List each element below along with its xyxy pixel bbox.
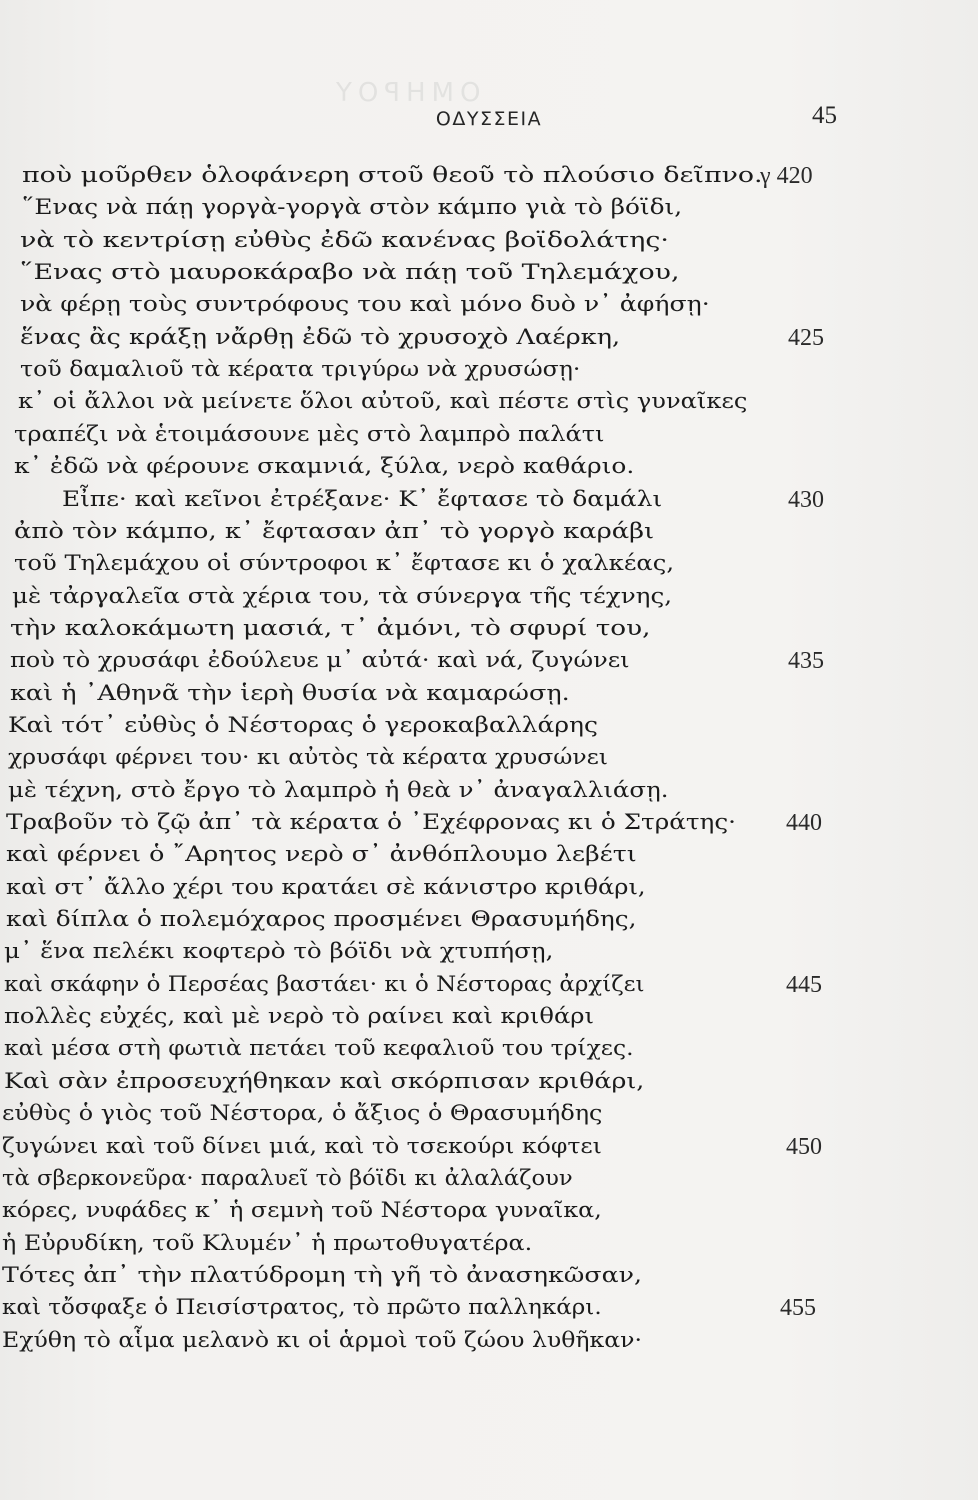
- verse-line: τοῦ Τηλεμάχου οἱ σύντροφοι κ᾽ ἔφτασε κι ὁ χαλκέας,: [14, 551, 675, 576]
- verse-line: καὶ μέσα στὴ φωτιὰ πετάει τοῦ κεφαλιοῦ του τρίχες.: [4, 1036, 634, 1061]
- running-title: ΟΔΥΣΣΕΙΑ: [435, 108, 543, 130]
- verse-line-number: γ 420: [760, 163, 813, 189]
- verse-line: καὶ σκάφην ὁ Περσέας βαστάει· κι ὁ Νέστορας ἀρχίζει: [4, 972, 645, 997]
- verse-line: νὰ φέρῃ τοὺς συντρόφους του καὶ μόνο δυὸ ν᾽ ἀφήσῃ·: [20, 292, 710, 317]
- verse-line: μ᾽ ἕνα πελέκι κοφτερὸ τὸ βόϊδι νὰ χτυπήσῃ,: [4, 939, 554, 964]
- verse-line-number: 455: [780, 1295, 816, 1321]
- verse-line: ζυγώνει καὶ τοῦ δίνει μιά, καὶ τὸ τσεκούρι κόφτει: [2, 1134, 602, 1159]
- verse-line: Καὶ σὰν ἐπροσευχήθηκαν καὶ σκόρπισαν κριθάρι,: [4, 1069, 645, 1094]
- verse-line: χρυσάφι φέρνει του· κι αὐτὸς τὰ κέρατα χρυσώνει: [8, 745, 608, 770]
- verse-line: τοῦ δαμαλιοῦ τὰ κέρατα τριγύρω νὰ χρυσώσῃ·: [20, 357, 581, 382]
- verse-line-number: 435: [788, 648, 824, 674]
- verse-line: ῞Ενας νὰ πάῃ γοργὰ-γοργὰ στὸν κάμπο γιὰ τὸ βόϊδι,: [22, 195, 683, 220]
- verse-line-number: 440: [786, 810, 822, 836]
- verse-line: Εἶπε· καὶ κεῖνοι ἐτρέξανε· Κ᾽ ἔφτασε τὸ δαμάλι: [62, 487, 663, 512]
- verse-line: Τραβοῦν τὸ ζῷ ἀπ᾽ τὰ κέρατα ὁ ᾽Εχέφρονας κι ὁ Στράτης·: [6, 810, 737, 835]
- verse-line: εὐθὺς ὁ γιὸς τοῦ Νέστορα, ὁ ἄξιος ὁ Θρασυμήδης: [2, 1101, 603, 1126]
- verse-line: Τότες ἀπ᾽ τὴν πλατύδρομη τὴ γῆ τὸ ἀνασηκῶσαν,: [2, 1263, 643, 1288]
- verse-line: ἕνας ἂς κράξῃ νἄρθῃ ἐδῶ τὸ χρυσοχὸ Λαέρκη,: [20, 325, 621, 350]
- page-number: 45: [812, 102, 837, 129]
- show-through-text: ΟΜΗΡΟΥ: [330, 78, 481, 108]
- verse-line-number: 450: [786, 1134, 822, 1160]
- verse-line: καὶ στ᾽ ἄλλο χέρι του κρατάει σὲ κάνιστρο κριθάρι,: [6, 875, 646, 900]
- verse-line: νὰ τὸ κεντρίσῃ εὐθὺς ἐδῶ κανένας βοϊδολάτης·: [20, 228, 669, 253]
- verse-line: ῞Ενας στὸ μαυροκάραβο νὰ πάῃ τοῦ Τηλεμάχου,: [20, 260, 680, 285]
- verse-line: ἡ Εὐρυδίκη, τοῦ Κλυμέν᾽ ἡ πρωτοθυγατέρα.: [2, 1231, 533, 1256]
- verse-line: κ᾽ ἐδῶ νὰ φέρουνε σκαμνιά, ξύλα, νερὸ καθάριο.: [14, 454, 635, 479]
- verse-line: ἀπὸ τὸν κάμπο, κ᾽ ἔφτασαν ἀπ᾽ τὸ γοργὸ καράβι: [14, 519, 655, 544]
- verse-line: καὶ ἡ ᾽Αθηνᾶ τὴν ἱερὴ θυσία νὰ καμαρώσῃ.: [10, 681, 570, 706]
- verse-line: καὶ δίπλα ὁ πολεμόχαρος προσμένει Θρασυμήδης,: [6, 907, 637, 932]
- verse-line: κόρες, νυφάδες κ᾽ ἡ σεμνὴ τοῦ Νέστορα γυναῖκα,: [2, 1198, 602, 1223]
- verse-line: τὰ σβερκονεῦρα· παραλυεῖ τὸ βόϊδι κι ἀλαλάζουν: [2, 1166, 573, 1191]
- verse-line-number: 445: [786, 972, 822, 998]
- verse-line: καὶ τὄσφαξε ὁ Πεισίστρατος, τὸ πρῶτο παλληκάρι.: [2, 1295, 602, 1320]
- verse-line: πολλὲς εὐχές, καὶ μὲ νερὸ τὸ ραίνει καὶ κριθάρι: [4, 1004, 595, 1029]
- verse-line: ποὺ τὸ χρυσάφι ἐδούλευε μ᾽ αὐτά· καὶ νά, ζυγώνει: [10, 648, 630, 673]
- verse-line: καὶ φέρνει ὁ ῎Αρητος νερὸ σ᾽ ἀνθόπλουμο λεβέτι: [6, 842, 637, 867]
- verse-line: Καὶ τότ᾽ εὐθὺς ὁ Νέστορας ὁ γεροκαβαλλάρης: [8, 713, 598, 738]
- verse-line: μὲ τέχνη, στὸ ἔργο τὸ λαμπρὸ ἡ θεὰ ν᾽ ἀναγαλλιάσῃ.: [8, 778, 669, 803]
- verse-line: τραπέζι νὰ ἑτοιμάσουνε μὲς στὸ λαμπρὸ παλάτι: [14, 422, 605, 447]
- verse-line: ποὺ μοῦρθεν ὁλοφάνερη στοῦ θεοῦ τὸ πλούσιο δεῖπνο.: [22, 163, 763, 188]
- verse-line: κ᾽ οἱ ἄλλοι νὰ μείνετε ὅλοι αὐτοῦ, καὶ πέστε στὶς γυναῖκες: [18, 389, 748, 414]
- verse-line-number: 425: [788, 325, 824, 351]
- verse-line-number: 430: [788, 487, 824, 513]
- verse-line: Εχύθη τὸ αἷμα μελανὸ κι οἱ ἁρμοὶ τοῦ ζώου λυθῆκαν·: [2, 1328, 642, 1353]
- verse-line: μὲ τἀργαλεῖα στὰ χέρια του, τὰ σύνεργα τῆς τέχνης,: [12, 584, 673, 609]
- verse-line: τὴν καλοκάμωτη μασιά, τ᾽ ἀμόνι, τὸ σφυρί του,: [10, 616, 651, 641]
